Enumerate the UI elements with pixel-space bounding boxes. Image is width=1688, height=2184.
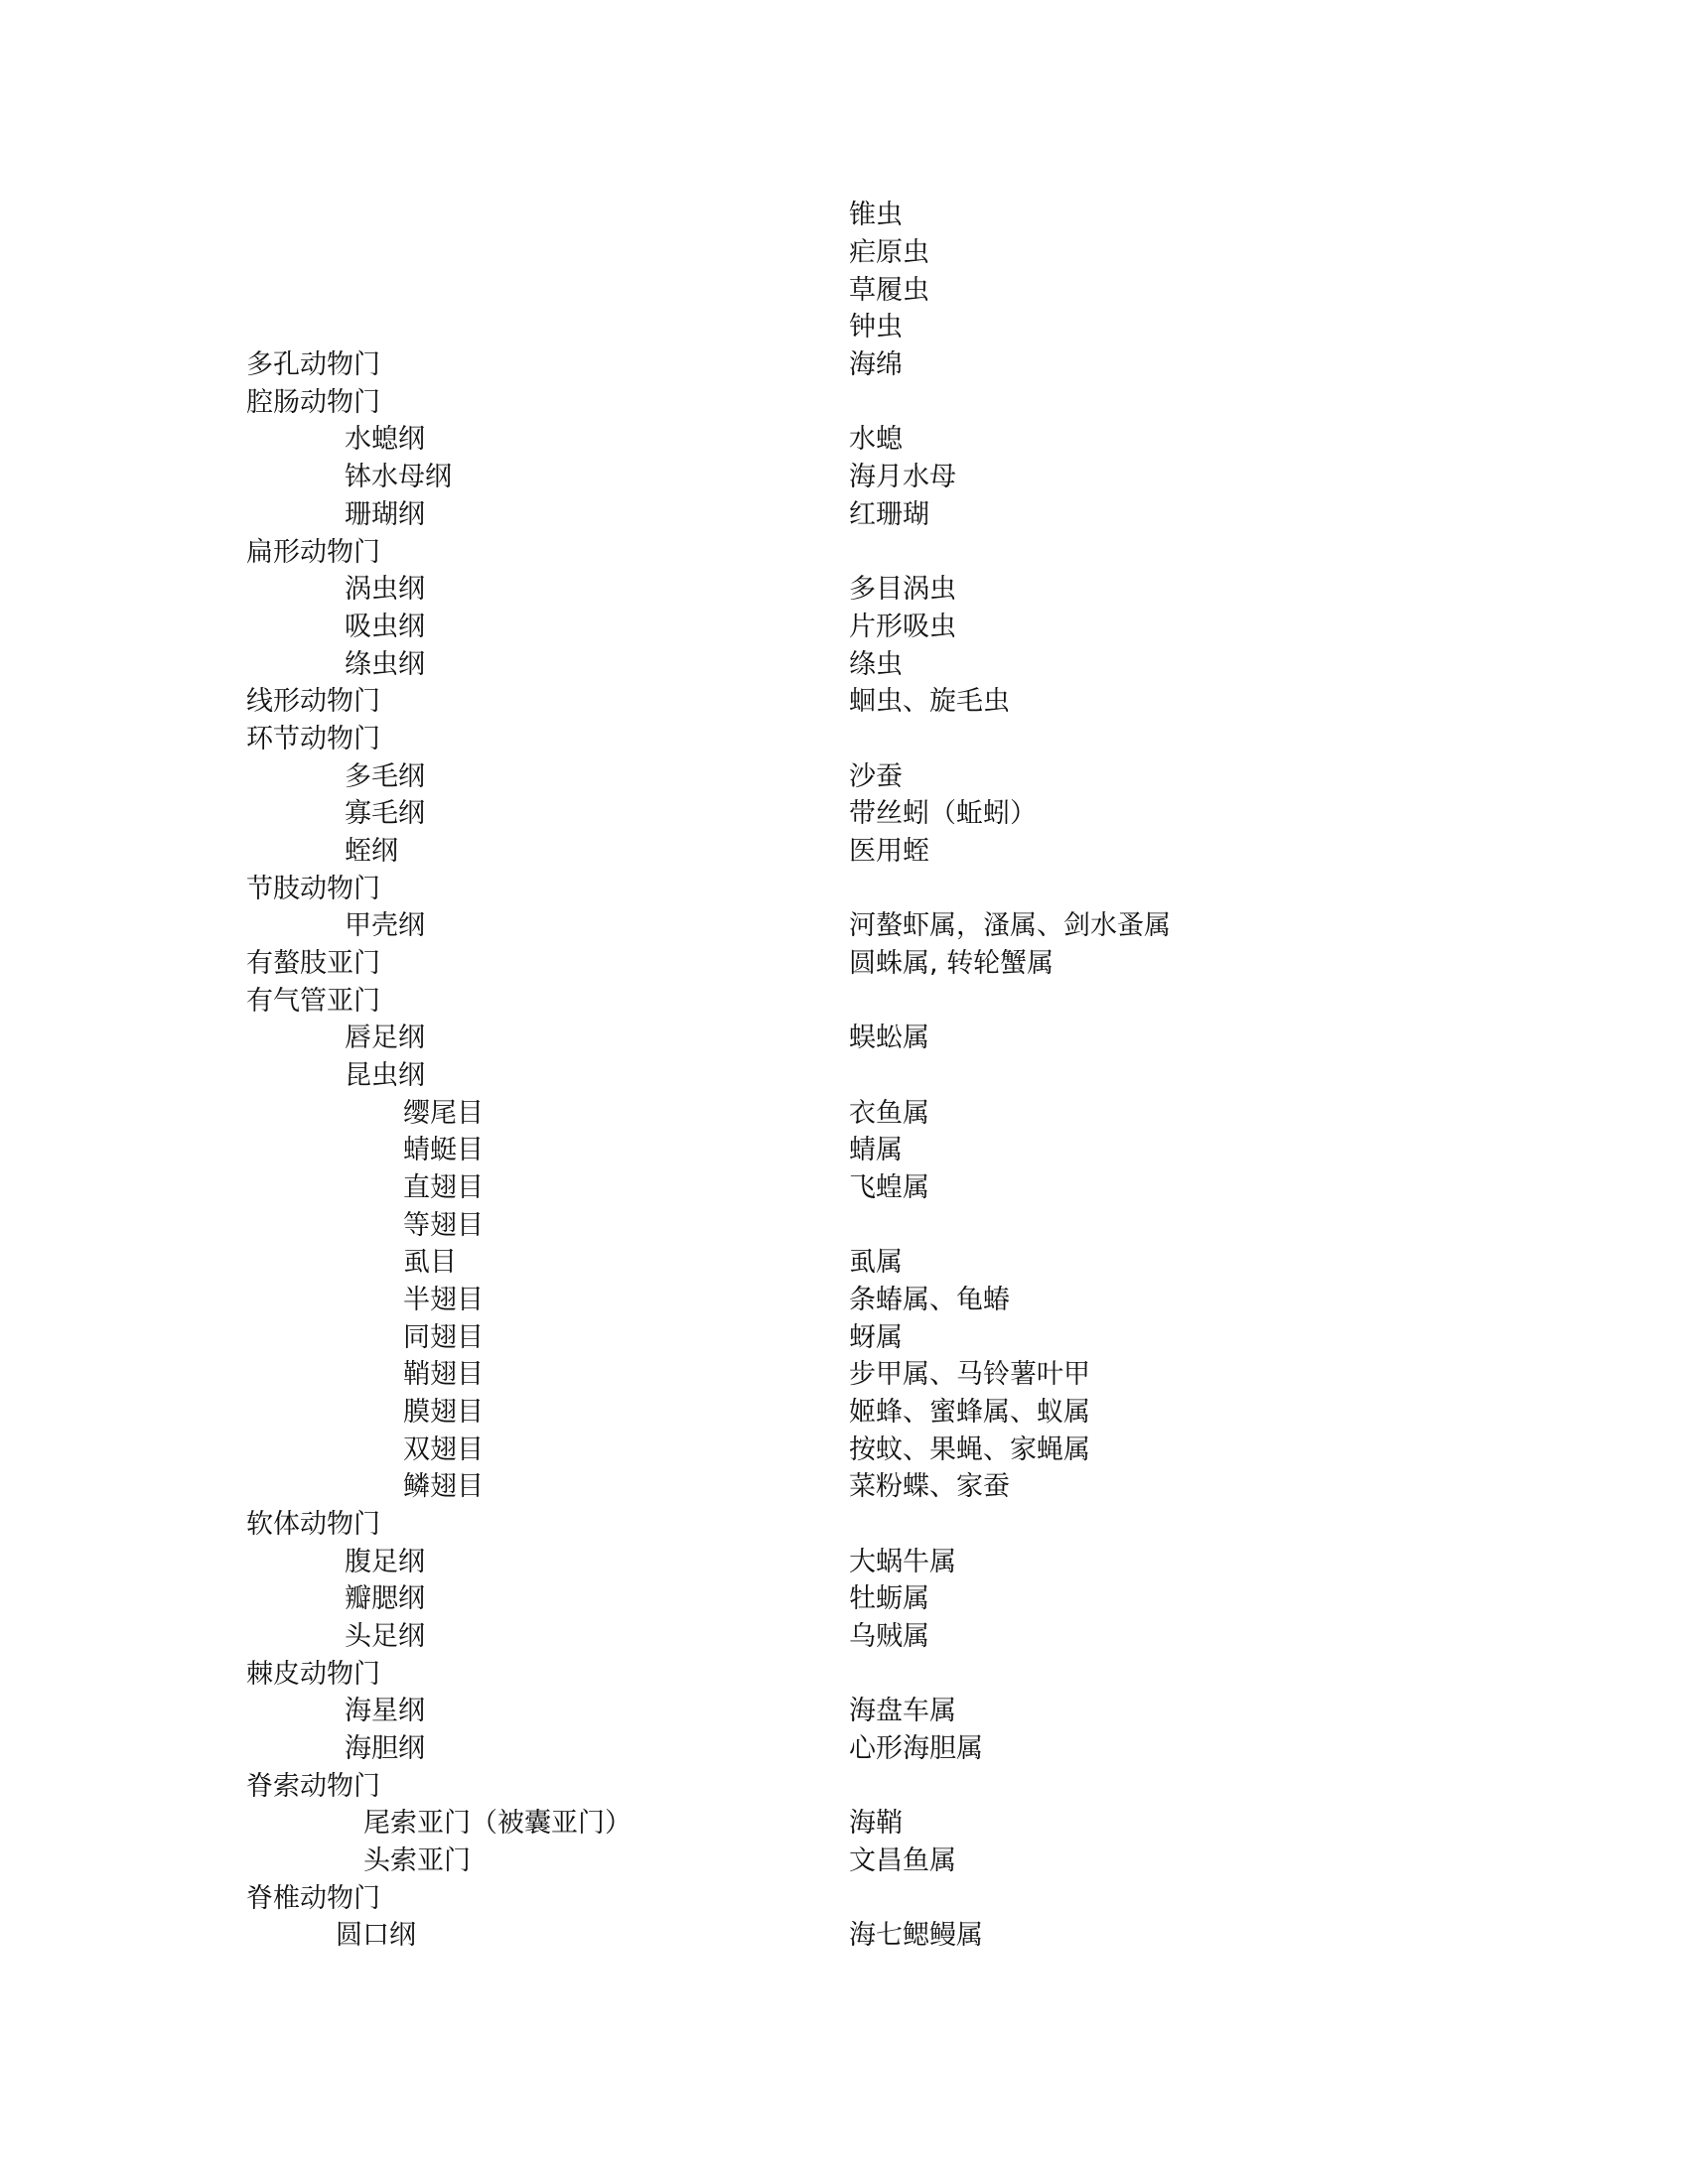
example-organism: 红珊瑚 xyxy=(849,499,929,530)
example-organism: 片形吸虫 xyxy=(849,612,956,642)
example-organism: 圆蛛属, 转轮蟹属 xyxy=(849,948,1055,979)
example-organism: 疟原虫 xyxy=(849,237,929,268)
taxon-name: 腹足纲 xyxy=(345,1547,425,1577)
example-organism: 水螅 xyxy=(849,424,903,455)
taxon-name: 唇足纲 xyxy=(345,1023,425,1053)
taxon-name: 头索亚门 xyxy=(363,1845,471,1876)
taxon-name: 甲壳纲 xyxy=(345,910,425,941)
example-organism: 虱属 xyxy=(849,1247,903,1278)
example-organism: 医用蛭 xyxy=(849,836,929,867)
taxon-name: 线形动物门 xyxy=(246,686,380,717)
taxonomy-row xyxy=(0,1843,1688,1880)
taxon-name: 软体动物门 xyxy=(246,1509,380,1540)
taxon-name: 蜻蜓目 xyxy=(403,1135,484,1165)
taxon-name: 有气管亚门 xyxy=(246,986,380,1017)
taxonomy-row xyxy=(0,945,1688,983)
taxon-name: 海星纲 xyxy=(345,1696,425,1726)
taxon-name: 圆口纲 xyxy=(336,1920,416,1951)
taxonomy-row xyxy=(0,496,1688,534)
taxon-name: 尾索亚门（被囊亚门） xyxy=(363,1808,632,1839)
taxon-name: 有螯肢亚门 xyxy=(246,948,380,979)
taxonomy-row xyxy=(0,1020,1688,1057)
taxon-name: 头足纲 xyxy=(345,1621,425,1652)
taxonomy-row xyxy=(0,272,1688,310)
example-organism: 绦虫 xyxy=(849,649,903,680)
example-organism: 钟虫 xyxy=(849,312,903,342)
taxon-name: 直翅目 xyxy=(403,1172,484,1203)
example-organism: 按蚊、果蝇、家蝇属 xyxy=(849,1434,1090,1465)
taxon-name: 钵水母纲 xyxy=(345,462,452,492)
taxonomy-row xyxy=(0,1506,1688,1544)
example-organism: 乌贼属 xyxy=(849,1621,929,1652)
taxon-name: 膜翅目 xyxy=(403,1397,484,1428)
taxon-name: 等翅目 xyxy=(403,1210,484,1241)
taxonomy-row xyxy=(0,795,1688,833)
taxonomy-row xyxy=(0,234,1688,272)
taxonomy-row xyxy=(0,1656,1688,1694)
example-organism: 条蝽属、龟蝽 xyxy=(849,1285,1010,1315)
taxon-name: 脊索动物门 xyxy=(246,1771,380,1802)
taxonomy-row xyxy=(0,907,1688,945)
taxonomy-row xyxy=(0,1132,1688,1169)
example-organism: 衣鱼属 xyxy=(849,1098,929,1129)
example-organism: 菜粉蝶、家蚕 xyxy=(849,1471,1010,1502)
taxonomy-row xyxy=(0,1730,1688,1768)
taxonomy-row xyxy=(0,1917,1688,1955)
example-organism: 带丝蚓（蚯蚓） xyxy=(849,798,1037,829)
example-organism: 文昌鱼属 xyxy=(849,1845,956,1876)
taxon-name: 海胆纲 xyxy=(345,1733,425,1764)
taxon-name: 鳞翅目 xyxy=(403,1471,484,1502)
taxon-name: 涡虫纲 xyxy=(345,574,425,605)
taxon-name: 多孔动物门 xyxy=(246,349,380,380)
taxonomy-row xyxy=(0,1432,1688,1469)
taxonomy-row xyxy=(0,571,1688,609)
taxon-name: 绦虫纲 xyxy=(345,649,425,680)
taxonomy-row xyxy=(0,459,1688,496)
example-organism: 锥虫 xyxy=(849,200,903,230)
taxon-name: 蛭纲 xyxy=(345,836,398,867)
example-organism: 蛔虫、旋毛虫 xyxy=(849,686,1010,717)
taxonomy-row xyxy=(0,1394,1688,1432)
taxon-name: 珊瑚纲 xyxy=(345,499,425,530)
taxon-name: 瓣腮纲 xyxy=(345,1583,425,1614)
taxonomy-row xyxy=(0,1468,1688,1506)
taxonomy-row xyxy=(0,421,1688,459)
taxonomy-row xyxy=(0,384,1688,422)
taxon-name: 同翅目 xyxy=(403,1322,484,1353)
example-organism: 姬蜂、蜜蜂属、蚁属 xyxy=(849,1397,1090,1428)
taxonomy-row xyxy=(0,1805,1688,1843)
example-organism: 牡蛎属 xyxy=(849,1583,929,1614)
taxonomy-row xyxy=(0,758,1688,796)
taxonomy-row xyxy=(0,1768,1688,1806)
taxon-name: 鞘翅目 xyxy=(403,1359,484,1390)
taxon-name: 腔肠动物门 xyxy=(246,387,380,418)
taxonomy-row xyxy=(0,683,1688,721)
taxonomy-row xyxy=(0,833,1688,871)
example-organism: 多目涡虫 xyxy=(849,574,956,605)
taxonomy-row xyxy=(0,1282,1688,1319)
example-organism: 蜻属 xyxy=(849,1135,903,1165)
taxon-name: 缨尾目 xyxy=(403,1098,484,1129)
example-organism: 海七鳃鳗属 xyxy=(849,1920,983,1951)
taxon-name: 环节动物门 xyxy=(246,724,380,754)
taxonomy-row xyxy=(0,1095,1688,1133)
taxon-name: 双翅目 xyxy=(403,1434,484,1465)
taxonomy-row xyxy=(0,609,1688,646)
example-organism: 心形海胆属 xyxy=(849,1733,983,1764)
taxon-name: 脊椎动物门 xyxy=(246,1883,380,1914)
taxonomy-row xyxy=(0,1057,1688,1095)
example-organism: 海鞘 xyxy=(849,1808,903,1839)
taxonomy-row xyxy=(0,1580,1688,1618)
example-organism: 草履虫 xyxy=(849,275,929,306)
taxonomy-row xyxy=(0,1880,1688,1918)
taxonomy-row xyxy=(0,534,1688,572)
taxonomy-row xyxy=(0,1207,1688,1245)
taxonomy-row xyxy=(0,1244,1688,1282)
example-organism: 沙蚕 xyxy=(849,761,903,792)
taxonomy-row xyxy=(0,346,1688,384)
taxonomy-row xyxy=(0,1169,1688,1207)
example-organism: 大蜗牛属 xyxy=(849,1547,956,1577)
taxonomy-row xyxy=(0,1319,1688,1357)
example-organism: 飞蝗属 xyxy=(849,1172,929,1203)
taxonomy-row xyxy=(0,1356,1688,1394)
taxon-name: 扁形动物门 xyxy=(246,537,380,568)
example-organism: 河螯虾属，溞属、剑水蚤属 xyxy=(849,910,1171,941)
taxonomy-row xyxy=(0,1618,1688,1656)
taxon-name: 半翅目 xyxy=(403,1285,484,1315)
example-organism: 蚜属 xyxy=(849,1322,903,1353)
taxonomy-row xyxy=(0,197,1688,234)
taxonomy-row xyxy=(0,1693,1688,1730)
taxonomy-row xyxy=(0,309,1688,346)
example-organism: 蜈蚣属 xyxy=(849,1023,929,1053)
example-organism: 海月水母 xyxy=(849,462,956,492)
taxon-name: 吸虫纲 xyxy=(345,612,425,642)
taxon-name: 虱目 xyxy=(403,1247,457,1278)
example-organism: 海盘车属 xyxy=(849,1696,956,1726)
taxon-name: 多毛纲 xyxy=(345,761,425,792)
taxonomy-row xyxy=(0,721,1688,758)
taxonomy-row xyxy=(0,871,1688,908)
example-organism: 步甲属、马铃薯叶甲 xyxy=(849,1359,1090,1390)
taxon-name: 昆虫纲 xyxy=(345,1060,425,1091)
example-organism: 海绵 xyxy=(849,349,903,380)
taxonomy-row xyxy=(0,983,1688,1021)
taxonomy-row xyxy=(0,1544,1688,1581)
taxon-name: 水螅纲 xyxy=(345,424,425,455)
taxon-name: 节肢动物门 xyxy=(246,874,380,904)
taxon-name: 寡毛纲 xyxy=(345,798,425,829)
taxon-name: 棘皮动物门 xyxy=(246,1659,380,1690)
taxonomy-row xyxy=(0,646,1688,684)
